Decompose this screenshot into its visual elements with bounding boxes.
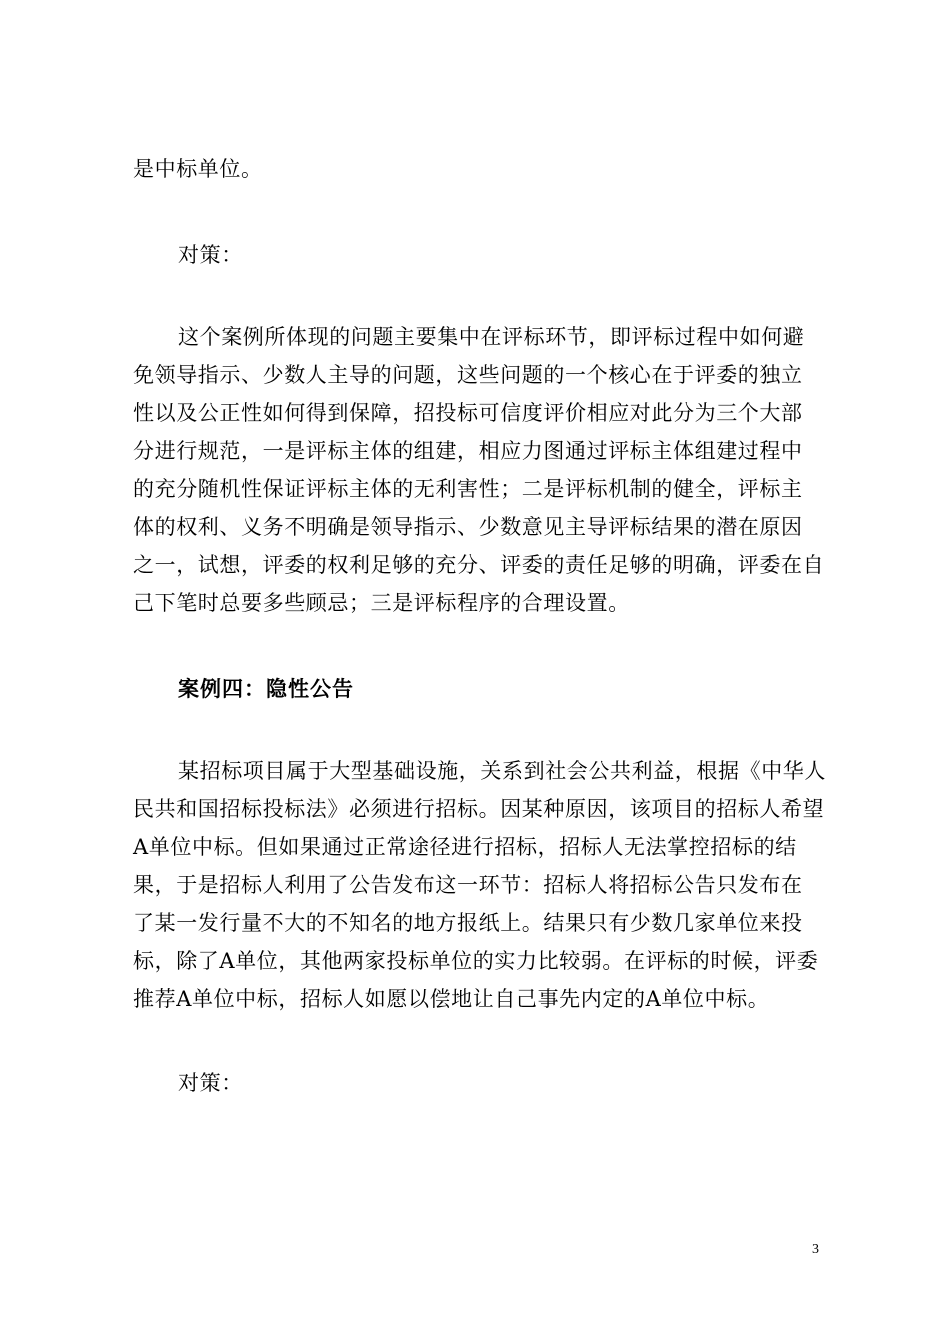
paragraph-line: 某招标项目属于大型基础设施，关系到社会公共利益，根据《中华人 [178,759,826,783]
countermeasure-label: 对策： [178,1071,243,1095]
paragraph-line: A单位中标。但如果通过正常途径进行招标，招标人无法掌控招标的结 [133,835,797,859]
paragraph-line: 免领导指示、少数人主导的问题，这些问题的一个核心在于评委的独立 [133,363,803,387]
paragraph-line: 分进行规范，一是评标主体的组建，相应力图通过评标主体组建过程中 [133,439,803,463]
paragraph-line: 之一，试想，评委的权利足够的充分、评委的责任足够的明确，评委在自 [133,553,825,577]
paragraph-line: 这个案例所体现的问题主要集中在评标环节，即评标过程中如何避 [178,325,805,349]
paragraph-line: 性以及公正性如何得到保障，招投标可信度评价相应对此分为三个大部 [133,401,803,425]
case-heading: 案例四：隐性公告 [178,677,354,701]
paragraph-line: 是中标单位。 [133,157,263,181]
paragraph-line: 民共和国招标投标法》必须进行招标。因某种原因，该项目的招标人希望 [133,797,825,821]
paragraph-line: 体的权利、义务不明确是领导指示、少数意见主导评标结果的潜在原因 [133,515,803,539]
paragraph-line: 的充分随机性保证评标主体的无利害性；二是评标机制的健全，评标主 [133,477,803,501]
paragraph-line: 推荐A单位中标，招标人如愿以偿地让自己事先内定的A单位中标。 [133,987,770,1011]
countermeasure-label: 对策： [178,243,243,267]
paragraph-line: 己下笔时总要多些顾忌；三是评标程序的合理设置。 [133,591,630,615]
page-number: 3 [812,1242,819,1257]
paragraph-line: 果，于是招标人利用了公告发布这一环节：招标人将招标公告只发布在 [133,873,803,897]
paragraph-line: 了某一发行量不大的不知名的地方报纸上。结果只有少数几家单位来投 [133,911,803,935]
paragraph-line: 标，除了A单位，其他两家投标单位的实力比较弱。在评标的时候，评委 [133,949,819,973]
